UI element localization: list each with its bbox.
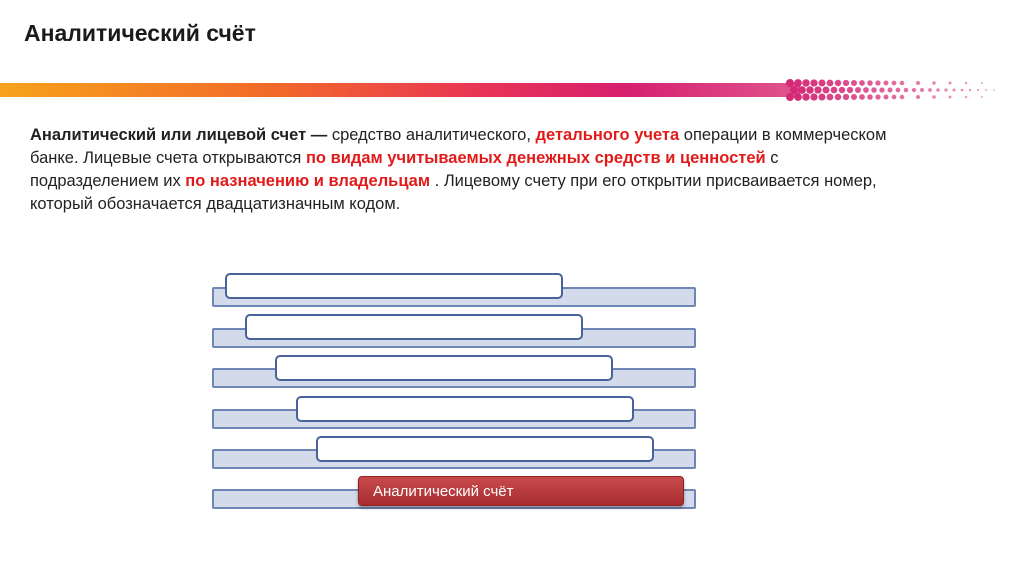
highlight-detailed-accounting: детального учета xyxy=(535,126,680,144)
highlight-by-types: по видам учитываемых денежных средств и ценностей xyxy=(305,149,766,167)
definition-term: Аналитический или лицевой счет — xyxy=(30,126,328,144)
definition-text-2: операции в коммерческом банке. Лицевые счета открываются xyxy=(30,126,887,167)
diagram-label-box xyxy=(225,273,563,299)
analytical-account-label: Аналитический счёт xyxy=(358,476,684,506)
diagram-label-box xyxy=(245,314,583,340)
diagram-label-box xyxy=(316,436,654,462)
definition-text-1: средство аналитического, xyxy=(327,126,536,144)
diagram-label-box xyxy=(296,396,634,422)
definition-text-3: с подразделением их xyxy=(30,149,779,190)
slide-title: Аналитический счёт xyxy=(24,20,256,46)
diagram-label-box xyxy=(275,355,613,381)
definition-text-4: . Лицевому счету при его открытии присваивается номер, который обозначается двадцатизначным кодом. xyxy=(30,172,877,213)
highlight-by-purpose: по назначению и владельцам xyxy=(185,172,431,190)
